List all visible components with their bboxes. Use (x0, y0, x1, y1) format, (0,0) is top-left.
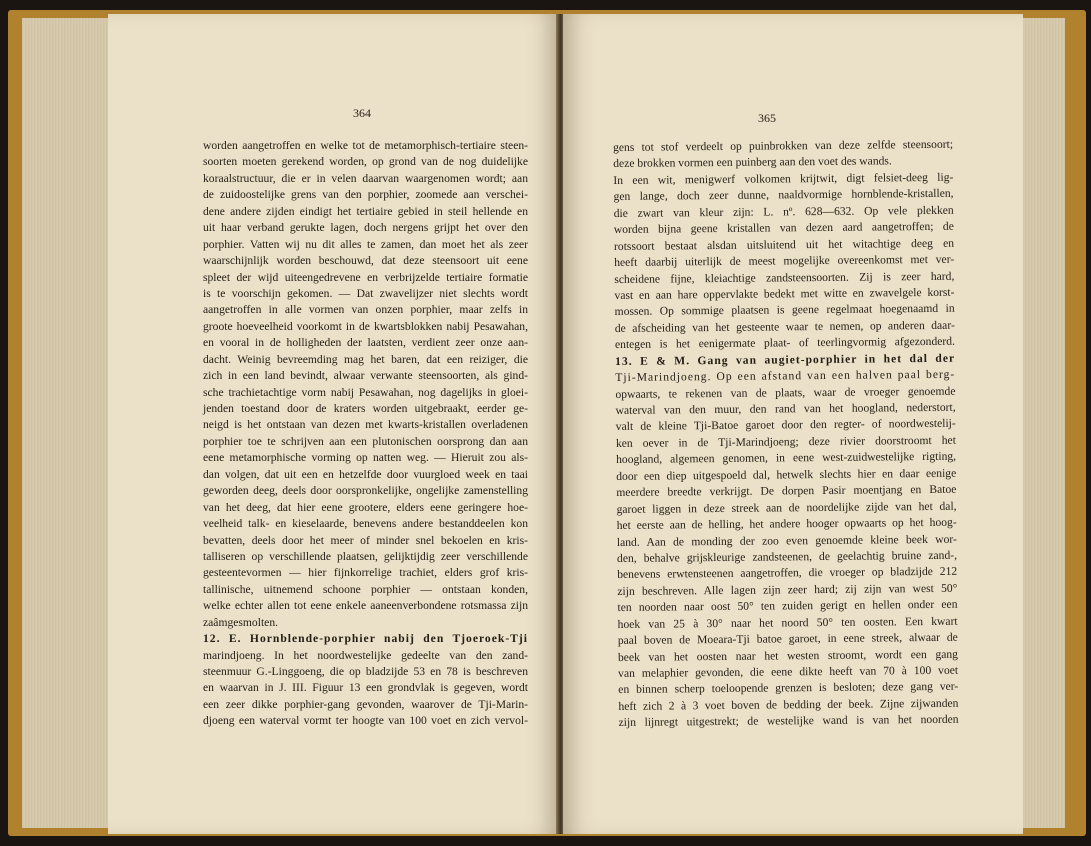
text-line: de zuidoostelijke grens van den porphier, zoomede aan verschei- (203, 188, 528, 202)
text-line: zich in een land bevindt, alwaar verwante steensoorten, als gind- (203, 369, 528, 383)
text-line: koraalstructuur, die er in velen daarvan waargenomen wordt; aan (203, 171, 528, 185)
text-line: waarschijnlijk worden beschouwd, dat deze steensoort uit eene (203, 254, 528, 268)
text-line: spleet der wijd uiteengedrevene en verbrijzelde tertiaire formatie (203, 270, 528, 284)
text-line: gens tot stof verdeelt op puinbrokken van deze zelfde steensoort; (613, 137, 954, 154)
text-line: heft zich 2 à 3 voet boven de bedding der beek. Zijne zijwanden (618, 696, 959, 713)
section-heading: 12. E. Hornblende-porphier nabij den Tjoeroek-Tji (203, 632, 528, 646)
text-line: hoek van 25 à 30° naar het noord 50° ten oosten. Een kwart (617, 614, 958, 631)
text-line: marindjoeng. In het noordwestelijke gedeelte van den zand- (203, 648, 528, 662)
text-line: deze brokken vormen een puinberg aan den voet des wands. (613, 154, 892, 171)
text-line: gen lange, doch zeer dunne, naaldvormige hornblende-kristallen, (613, 187, 954, 204)
text-line: porphier toe te schrijven aan een plutonischen oorsprong dan aan (203, 434, 528, 448)
page-text (613, 137, 959, 732)
text-line: worden bijna geene kristallen van dezen aard aangetroffen; de (613, 219, 954, 237)
page-text (203, 138, 528, 730)
text-line: meerdere breedte verkrijgt. De dorpen Pasir moentjang en Batoe (616, 482, 957, 500)
text-line: aangetroffen in alle vormen van onzen porphier, maar zelfs in (203, 303, 528, 317)
text-line: djoeng een waterval vormt ter hoogte van 100 voet en zich vervol- (203, 714, 528, 728)
text-line: een zeer dikke porphier-gang gevonden, waarover de Tji-Marin- (203, 697, 528, 711)
text-line: veelheid talk- en kieselaarde, benevens andere bestanddeelen kon (203, 517, 528, 531)
text-line: bevatten, deels door het meer of minder snel bekoelen en kris- (203, 533, 528, 547)
text-line: welke echter allen tot eene enkele aaneenverbondene rotsmassa zijn (203, 599, 528, 613)
text-line: vast en aan hare oppervlakte bedekt met witte en zwavelgele korst- (614, 285, 955, 302)
text-line: dene andere zijden eindigt het tertiaire gebied in steil hellende en (203, 204, 528, 218)
text-line: gesteentevormen — hier fijnkorrelige trachiet, elders grof kris- (203, 566, 528, 580)
text-line: en binnen scherp toeloopende grenzen is besloten; deze gang ver- (618, 680, 959, 697)
text-line: paal boven de Moeara-Tji batoe garoet, in eene streek, alwaar de (617, 630, 958, 648)
text-line: mossen. Op sommige plaatsen is geene regelmaat hoegenaamd in (614, 302, 955, 319)
text-line: opwaarts, te rekenen van de plaats, waar de vroeger genoemde (615, 384, 956, 401)
text-line: is te voorschijn gekomen. — Dat zwavelijzer niet slechts wordt (203, 286, 528, 300)
text-line: dan volgen, dat uit een en hetzelfde door vuurgloed week en taai (203, 467, 528, 481)
right-page (563, 14, 1023, 834)
text-line: de afscheiding van het gesteente waar te nemen, op anderen daar- (614, 318, 955, 335)
text-line: land. Aan de monding der zoo even genoemde kleine beek wor- (616, 532, 957, 549)
text-line: heeft daarbij uiterlijk de meest mogelijke overeenkomst met ver- (614, 252, 955, 270)
text-line: waterval van den muur, den rand van het hoogland, nederstort, (615, 400, 956, 417)
text-line: ken oever in de Tji-Marindjoeng; deze rivier doorstroomt het (615, 433, 956, 450)
text-line: den, behalve grijskleurige zandsteenen, de geelachtig bruine zand-, (616, 548, 958, 565)
text-line: zijn lijnregt uitgestrekt; de westelijke wand is van het noorden (618, 713, 959, 730)
text-line: jenden toestand door de kraters worden uitgebraakt, eerder ge- (203, 402, 528, 415)
text-line: van het deeg, dat hier eene grootere, elders eene geringere hoe- (203, 500, 528, 514)
section-heading: 13. E & M. Gang van augiet-porphier in het dal der (615, 351, 956, 368)
text-line: eene metamorphische vorming op natten weg. — Hieruit zou als- (203, 451, 528, 465)
text-line: beek van het oosten naar het westen stroomt, wordt een gang (617, 647, 959, 664)
text-line: scheidene fijne, kleiachtige zandsteensoorten. Zij is zeer hard, (614, 269, 955, 286)
text-line: hoogland, algemeen genomen, in eene west-zuidwestelijke rigting, (616, 450, 957, 467)
text-line: talliseren op verschillende plaatsen, gelijktijdig zeer verschillende (203, 549, 528, 563)
text-line: benevens erwtensteenen aangetroffen, die vroeger op bladzijde 212 (617, 565, 958, 582)
page-number: 364 (353, 106, 371, 120)
text-line: zijn beschreven. Alle lagen zijn zeer hard; zij zijn van west 50° (617, 581, 958, 598)
text-line: zaâmgesmolten. (203, 615, 279, 629)
text-line: Tji-Marindjoeng. Op een afstand van een halven paal berg- (615, 367, 956, 385)
text-line: worden aangetroffen en welke tot de metamorphisch-tertiaire steen- (203, 139, 528, 152)
text-line: door een diep uitgespoeld dal, hetwelk slechts hier en daar eenige (616, 466, 957, 483)
text-line: rotssoort bestaat alsdan uitsluitend uit het witachtige deeg en (613, 236, 955, 253)
text-line: In een wit, menigwerf volkomen krijtwit, digt felsiet-deeg lig- (613, 170, 954, 187)
text-line: neigd is het ontstaan van dezen met kwarts-kristallen overladenen (203, 418, 528, 432)
text-line: soorten moeten gerekend worden, op grond van de nog duidelijke (203, 155, 528, 169)
text-line: tallinische, uitnemend schoone porphier — ontstaan konden, (203, 582, 528, 596)
text-line: sche trachietachtige vorm nabij Pesawahan, nog dagelijks in gloei- (203, 385, 528, 399)
text-line: entegen is het eenigermate plaat- of teerlingvormig afgezonderd. (614, 334, 956, 352)
text-line: garoet liggen in deze streek aan de noordelijke zijde van het dal, (616, 499, 957, 516)
text-line: die zwart van kleur zijn: L. nº. 628—632. Op vele plekken (613, 203, 954, 220)
text-line: uit haar verband gerukte lagen, doch nergens grijpt het over den (203, 221, 528, 235)
text-line: groote hoeveelheid voorkomt in de kwartsblokken nabij Pesawahan, (203, 319, 528, 333)
text-line: valt de kleine Tji-Batoe garoet door den regter- of noordwestelij- (615, 417, 956, 434)
text-line: dacht. Weinig bevreemding mag het baren, dat een reiziger, die (203, 352, 528, 366)
left-page (108, 14, 558, 834)
text-line: geworden deeg, deels door oorspronkelijke, ongelijke zamenstelling (203, 484, 528, 498)
page-edges-left (22, 18, 110, 828)
text-line: ten noorden naar oost 50° ten zuiden gerigt en hellen onder een (617, 597, 958, 615)
text-line: porphier. Vatten wij nu dit alles te zamen, dan moet het als zeer (203, 237, 528, 251)
page-number: 365 (758, 111, 776, 125)
text-line: het eerste aan de helling, het andere hooger opwaarts op het hoog- (616, 515, 957, 533)
text-line: en waarvan in J. III. Figuur 13 een grondvlak is gegeven, wordt (203, 681, 528, 695)
text-line: van melaphier gevonden, die eene dikte heeft van 70 à 100 voet (618, 663, 959, 680)
text-line: en vooral in de holligheden der laatsten, verdient zeer onze aan- (203, 336, 528, 350)
text-line: steenmuur G.-Linggoeng, die op bladzijde 53 en 78 is beschreven (203, 665, 528, 678)
